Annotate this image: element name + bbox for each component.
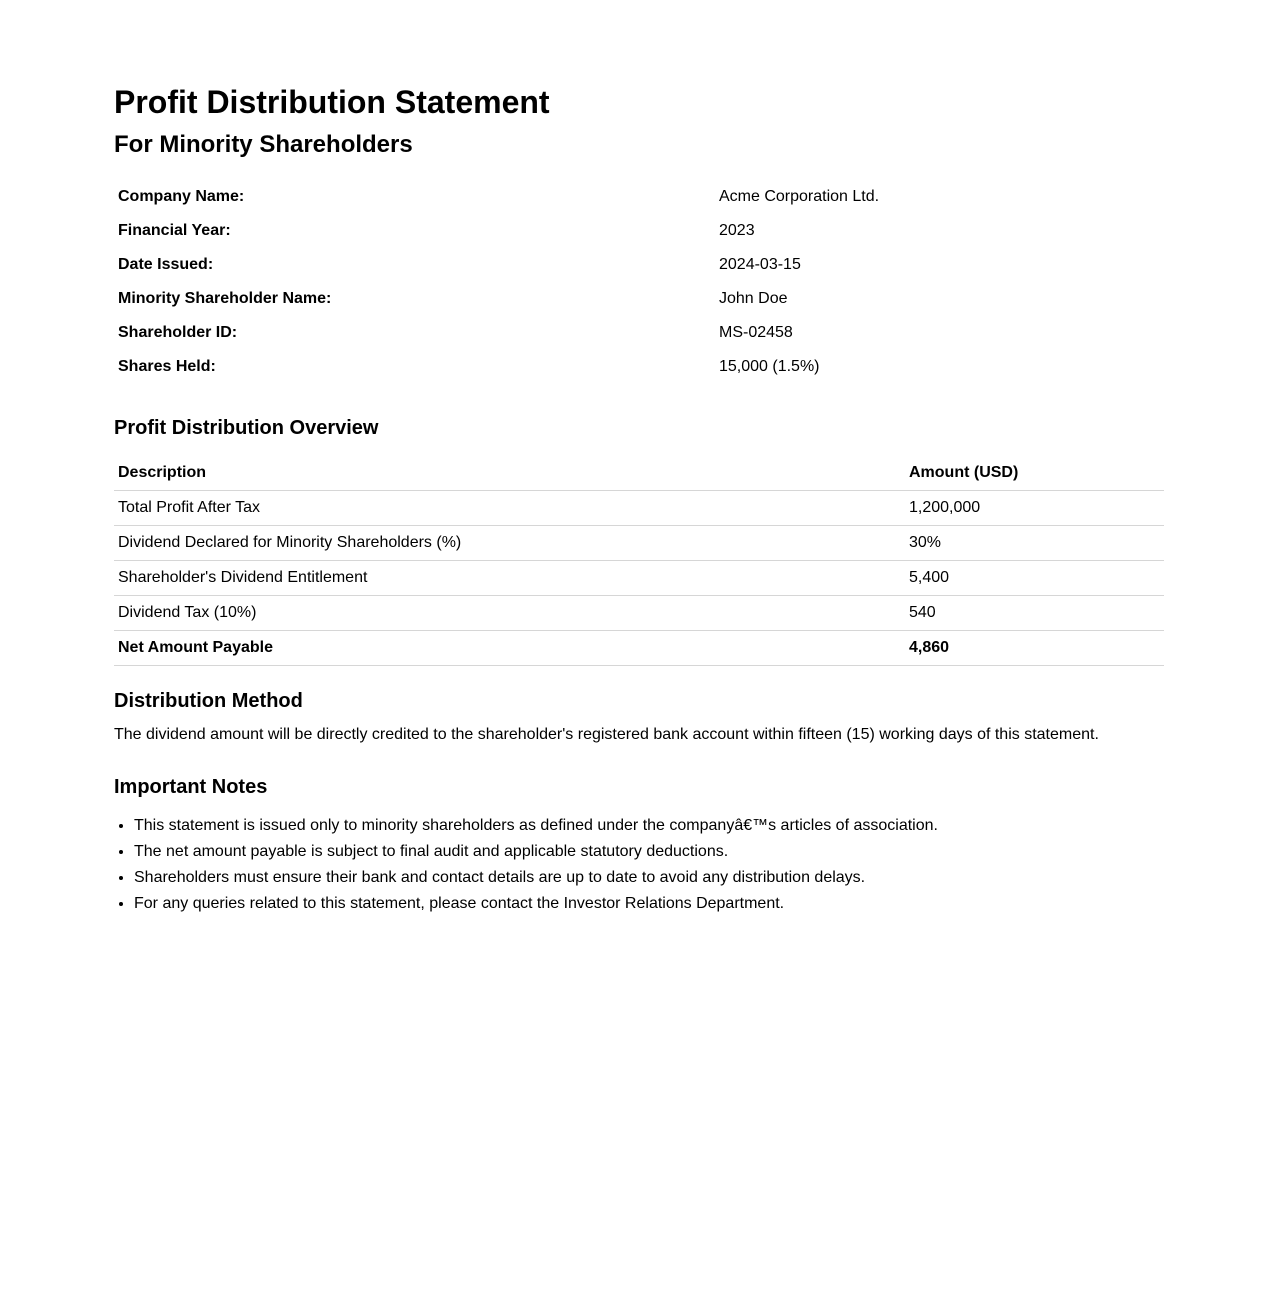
row-description: Dividend Declared for Minority Shareholders (%) bbox=[114, 526, 905, 561]
column-header-description: Description bbox=[114, 456, 905, 491]
table-row bbox=[114, 526, 1164, 561]
statement-content bbox=[114, 80, 1164, 917]
important-notes-heading: Important Notes bbox=[114, 776, 268, 798]
distribution-method-text: The dividend amount will be directly credited to the shareholder's registered bank account within fifteen (15) working days of this statement. bbox=[114, 726, 1099, 743]
row-description: Net Amount Payable bbox=[114, 631, 905, 666]
info-row-shareholder-name bbox=[114, 282, 1164, 316]
info-row-company bbox=[114, 180, 1164, 214]
table-row-total bbox=[114, 631, 1164, 666]
info-row-date-issued bbox=[114, 248, 1164, 282]
info-label: Minority Shareholder Name: bbox=[118, 290, 332, 307]
table-row bbox=[114, 491, 1164, 526]
list-item: • This statement is issued only to minority shareholders as defined under the companyâ€™s articles of association. bbox=[134, 813, 1164, 839]
info-value: 2024-03-15 bbox=[719, 256, 801, 273]
page-subtitle: For Minority Shareholders bbox=[114, 131, 413, 158]
page-title: Profit Distribution Statement bbox=[114, 84, 550, 120]
row-amount: 30% bbox=[905, 526, 1164, 561]
info-label: Shares Held: bbox=[118, 358, 216, 375]
info-value: Acme Corporation Ltd. bbox=[719, 188, 880, 205]
info-row-shareholder-id bbox=[114, 316, 1164, 350]
row-description: Shareholder's Dividend Entitlement bbox=[114, 561, 905, 596]
info-label: Company Name: bbox=[118, 188, 245, 205]
info-row-shares-held bbox=[114, 350, 1164, 384]
table-row bbox=[114, 561, 1164, 596]
table-header-row bbox=[114, 456, 1164, 491]
row-amount: 540 bbox=[905, 596, 1164, 631]
shareholder-info-table bbox=[114, 180, 1164, 384]
column-header-amount: Amount (USD) bbox=[905, 456, 1164, 491]
info-label: Date Issued: bbox=[118, 256, 214, 273]
overview-heading: Profit Distribution Overview bbox=[114, 417, 379, 439]
important-notes-list bbox=[114, 813, 1164, 917]
info-value: MS-02458 bbox=[719, 324, 793, 341]
table-row bbox=[114, 596, 1164, 631]
info-row-financial-year bbox=[114, 214, 1164, 248]
list-item: • The net amount payable is subject to final audit and applicable statutory deductions. bbox=[134, 839, 1164, 865]
row-description: Dividend Tax (10%) bbox=[114, 596, 905, 631]
row-amount: 4,860 bbox=[905, 631, 1164, 666]
info-label: Financial Year: bbox=[118, 222, 231, 239]
info-value: 2023 bbox=[719, 222, 755, 239]
list-item: • Shareholders must ensure their bank and contact details are up to date to avoid any distribution delays. bbox=[134, 865, 1164, 891]
info-value: 15,000 (1.5%) bbox=[719, 358, 820, 375]
info-label: Shareholder ID: bbox=[118, 324, 238, 341]
row-amount: 1,200,000 bbox=[905, 491, 1164, 526]
row-amount: 5,400 bbox=[905, 561, 1164, 596]
info-value: John Doe bbox=[719, 290, 788, 307]
row-description: Total Profit After Tax bbox=[114, 491, 905, 526]
distribution-table bbox=[114, 456, 1164, 666]
list-item: • For any queries related to this statement, please contact the Investor Relations Department. bbox=[134, 891, 1164, 917]
distribution-method-heading: Distribution Method bbox=[114, 690, 303, 712]
